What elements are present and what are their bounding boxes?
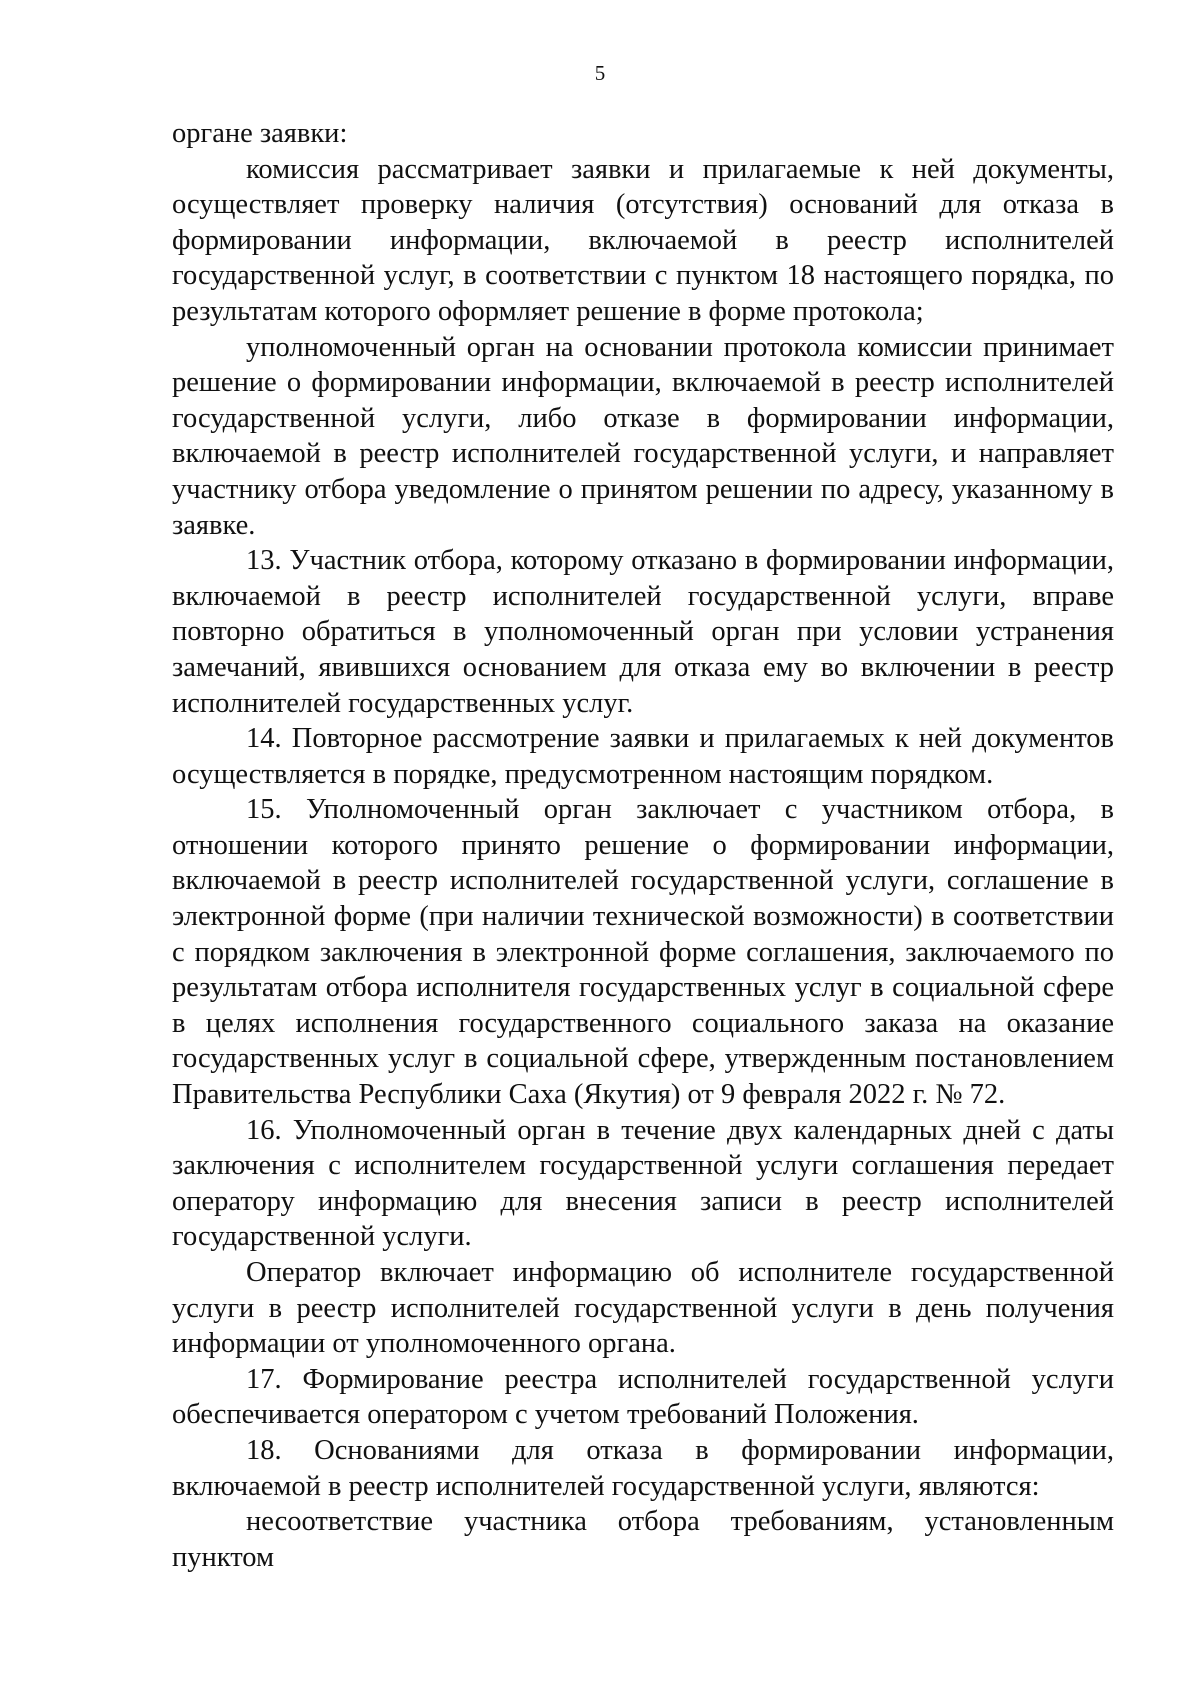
paragraph-commission-review: комиссия рассматривает заявки и прилагаемые к ней документы, осуществляет проверку наличия (отсутствия) оснований для отказа в формировании информации, включаемой в реестр исполнителей государственной услуг, в соответствии с пунктом 18 настоящего порядка, по результатам которого оформляет решение в форме протокола; (172, 153, 1114, 327)
paragraph-item-14: 14. Повторное рассмотрение заявки и прилагаемых к ней документов осуществляется в порядке, предусмотренном настоящим порядком. (172, 723, 1114, 790)
paragraph-item-16: 16. Уполномоченный орган в течение двух календарных дней с даты заключения с исполнителем государственной услуги соглашения передает оператору информацию для внесения записи в реестр исполнителей государственной услуги. (172, 1114, 1114, 1253)
paragraph-item-17: 17. Формирование реестра исполнителей государственной услуги обеспечивается оператором с учетом требований Положения. (172, 1363, 1114, 1431)
paragraph-continuation: органе заявки: (172, 118, 348, 149)
page-number: 5 (594, 61, 606, 85)
paragraph-item-15: 15. Уполномоченный орган заключает с участником отбора, в отношении которого принято решение о формировании информации, включаемой в реестр исполнителей государственной услуги, соглашение в электронной форме (при наличии технической возможности) в соответствии с порядком заключения в электронной форме соглашения, заключаемого по результатам отбора исполнителя государственных услуг в социальной сфере в целях исполнения государственного социального заказа на оказание государственных услуг в социальной сфере, утвержденным постановлением Правительства Республики Саха (Якутия) от 9 февраля 2022 г. № 72. (172, 794, 1114, 1111)
paragraph-authorized-body-decision: уполномоченный орган на основании протокола комиссии принимает решение о формировании информации, включаемой в реестр исполнителей государственной услуги, либо отказе в формировании информации, включаемой в реестр исполнителей государственной услуги, и направляет участнику отбора уведомление о принятом решении по адресу, указанному в заявке. (172, 331, 1114, 541)
paragraph-item-13: 13. Участник отбора, которому отказано в формировании информации, включаемой в реестр исполнителей государственной услуги, вправе повторно обратиться в уполномоченный орган при условии устранения замечаний, явившихся основанием для отказа ему во включении в реестр исполнителей государственных услуг. (172, 545, 1114, 719)
paragraph-operator-includes: Оператор включает информацию об исполнителе государственной услуги в реестр исполнителей государственной услуги в день получения информации от уполномоченного органа. (172, 1257, 1114, 1360)
paragraph-item-18: 18. Основаниями для отказа в формировании информации, включаемой в реестр исполнителей государственной услуги, являются: (172, 1434, 1114, 1502)
document-body (172, 116, 1114, 1575)
paragraph-nonconformity: несоответствие участника отбора требованиям, установленным пунктом (172, 1506, 1114, 1573)
